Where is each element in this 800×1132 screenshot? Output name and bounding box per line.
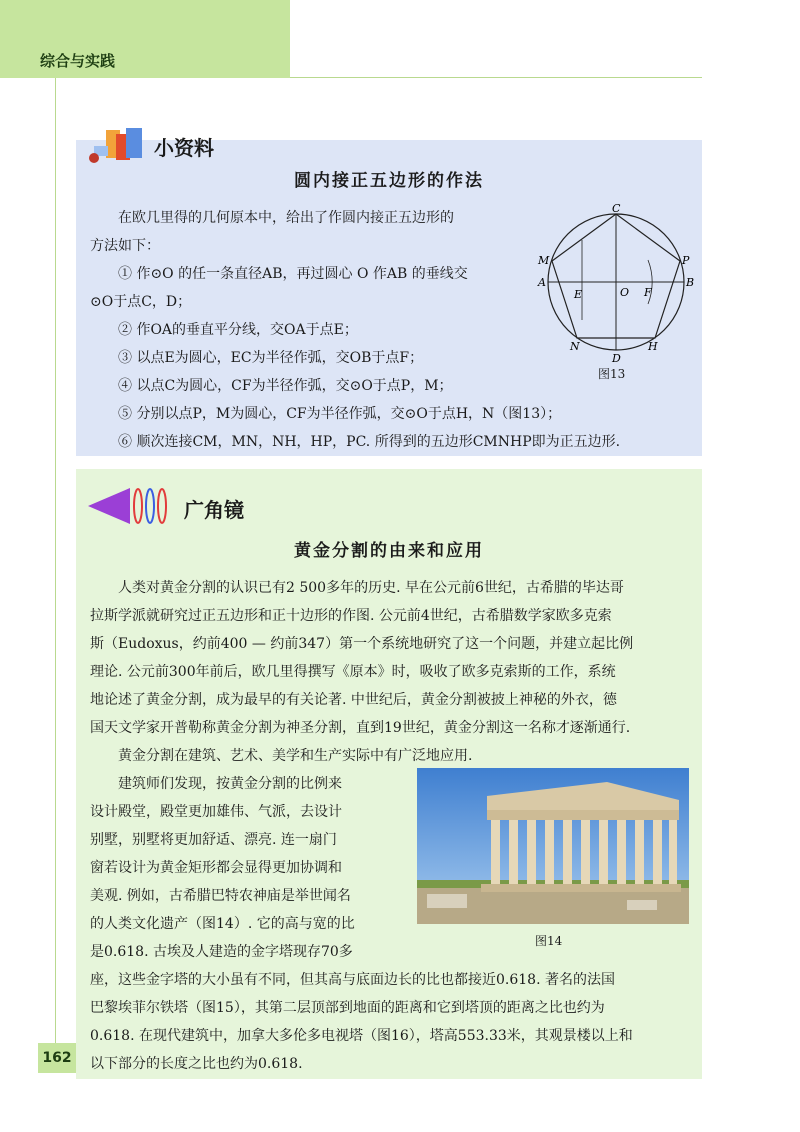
header-rule (290, 77, 702, 78)
wide-angle-title: 黄金分割的由来和应用 (294, 541, 484, 561)
label-c: C (612, 202, 621, 215)
info-line: ⑤ 分别以点P，M为圆心，CF为半径作弧，交⊙O于点H，N（图13）； (118, 406, 562, 422)
info-line: 在欧几里得的几何原本中，给出了作圆内接正五边形的 (118, 210, 454, 226)
label-d: D (612, 352, 621, 365)
wide-angle-heading: 广角镜 (184, 498, 244, 522)
side-rule (55, 78, 56, 1048)
info-line: ④ 以点C为圆心，CF为半径作弧，交⊙O于点P，M； (118, 378, 453, 394)
paragraph-line: 座，这些金字塔的大小虽有不同，但其高与底面边长的比也都接近0.618. 著名的法国 (90, 972, 615, 988)
label-n: N (570, 340, 580, 353)
figure-14-caption: 图14 (535, 934, 563, 948)
label-o: O (620, 286, 630, 299)
info-line: ① 作⊙O 的任一条直径AB，再过圆心 O 作AB 的垂线交 (118, 266, 468, 282)
arrow-rings-icon (86, 484, 180, 528)
label-m: M (538, 254, 550, 267)
info-heading: 小资料 (154, 136, 214, 160)
paragraph-line: 拉斯学派就研究过正五边形和正十边形的作图. 公元前4世纪，古希腊数学家欧多克索 (90, 608, 612, 624)
paragraph-line: 黄金分割在建筑、艺术、美学和生产实际中有广泛地应用. (118, 748, 473, 764)
section-label: 综合与实践 (40, 52, 116, 70)
page-number: 162 (38, 1043, 76, 1073)
paragraph-line: 斯（Eudoxus，约前400 — 约前347）第一个系统地研究了这一个问题，并建立起比例 (90, 636, 634, 652)
figure-13-diagram (530, 200, 700, 380)
paragraph-line: 别墅，别墅将更加舒适、漂亮. 连一扇门 (90, 832, 337, 848)
info-line: ⊙O于点C，D； (90, 294, 192, 310)
info-line: ⑥ 顺次连接CM，MN，NH，HP，PC. 所得到的五边形CMNHP即为正五边形. (118, 434, 621, 450)
paragraph-line: 美观. 例如，古希腊巴特农神庙是举世闻名 (90, 888, 351, 904)
info-line: ③ 以点E为圆心，EC为半径作弧，交OB于点F； (118, 350, 424, 366)
label-b: B (686, 276, 695, 289)
paragraph-line: 是0.618. 古埃及人建造的金字塔现存70多 (90, 944, 353, 960)
paragraph-line: 以下部分的长度之比也约为0.618. (90, 1056, 303, 1072)
label-h: H (648, 340, 658, 353)
paragraph-line: 国天文学家开普勒称黄金分割为神圣分割，直到19世纪，黄金分割这一名称才逐渐通行. (90, 720, 631, 736)
paragraph-line: 理论. 公元前300年前后，欧几里得撰写《原本》时，吸收了欧多克索斯的工作，系统 (90, 664, 616, 680)
paragraph-line: 的人类文化遗产（图14）. 它的高与宽的比 (90, 916, 355, 932)
label-f: F (644, 286, 652, 299)
section-header (0, 0, 290, 78)
paragraph-line: 人类对黄金分割的认识已有2 500多年的历史. 早在公元前6世纪，古希腊的毕达哥 (118, 580, 624, 596)
info-icon (86, 124, 150, 168)
paragraph-line: 窗若设计为黄金矩形都会显得更加协调和 (90, 860, 342, 876)
label-a: A (538, 276, 546, 289)
info-line: 方法如下： (90, 238, 160, 254)
label-p: P (682, 254, 690, 267)
paragraph-line: 巴黎埃菲尔铁塔（图15），其第二层顶部到地面的距离和它到塔顶的距离之比也约为 (90, 1000, 605, 1016)
paragraph-line: 地论述了黄金分割，成为最早的有关论著. 中世纪后，黄金分割被披上神秘的外衣，德 (90, 692, 617, 708)
paragraph-line: 建筑师们发现，按黄金分割的比例来 (118, 776, 342, 792)
info-title: 圆内接正五边形的作法 (294, 171, 484, 191)
paragraph-line: 设计殿堂，殿堂更加雄伟、气派，去设计 (90, 804, 342, 820)
paragraph-line: 0.618. 在现代建筑中，加拿大多伦多电视塔（图16），塔高553.33米，其观景楼以上和 (90, 1028, 633, 1044)
figure-13-caption: 图13 (598, 367, 626, 381)
info-line: ② 作OA的垂直平分线，交OA于点E； (118, 322, 358, 338)
label-e: E (574, 288, 583, 301)
parthenon-photo (417, 768, 689, 924)
